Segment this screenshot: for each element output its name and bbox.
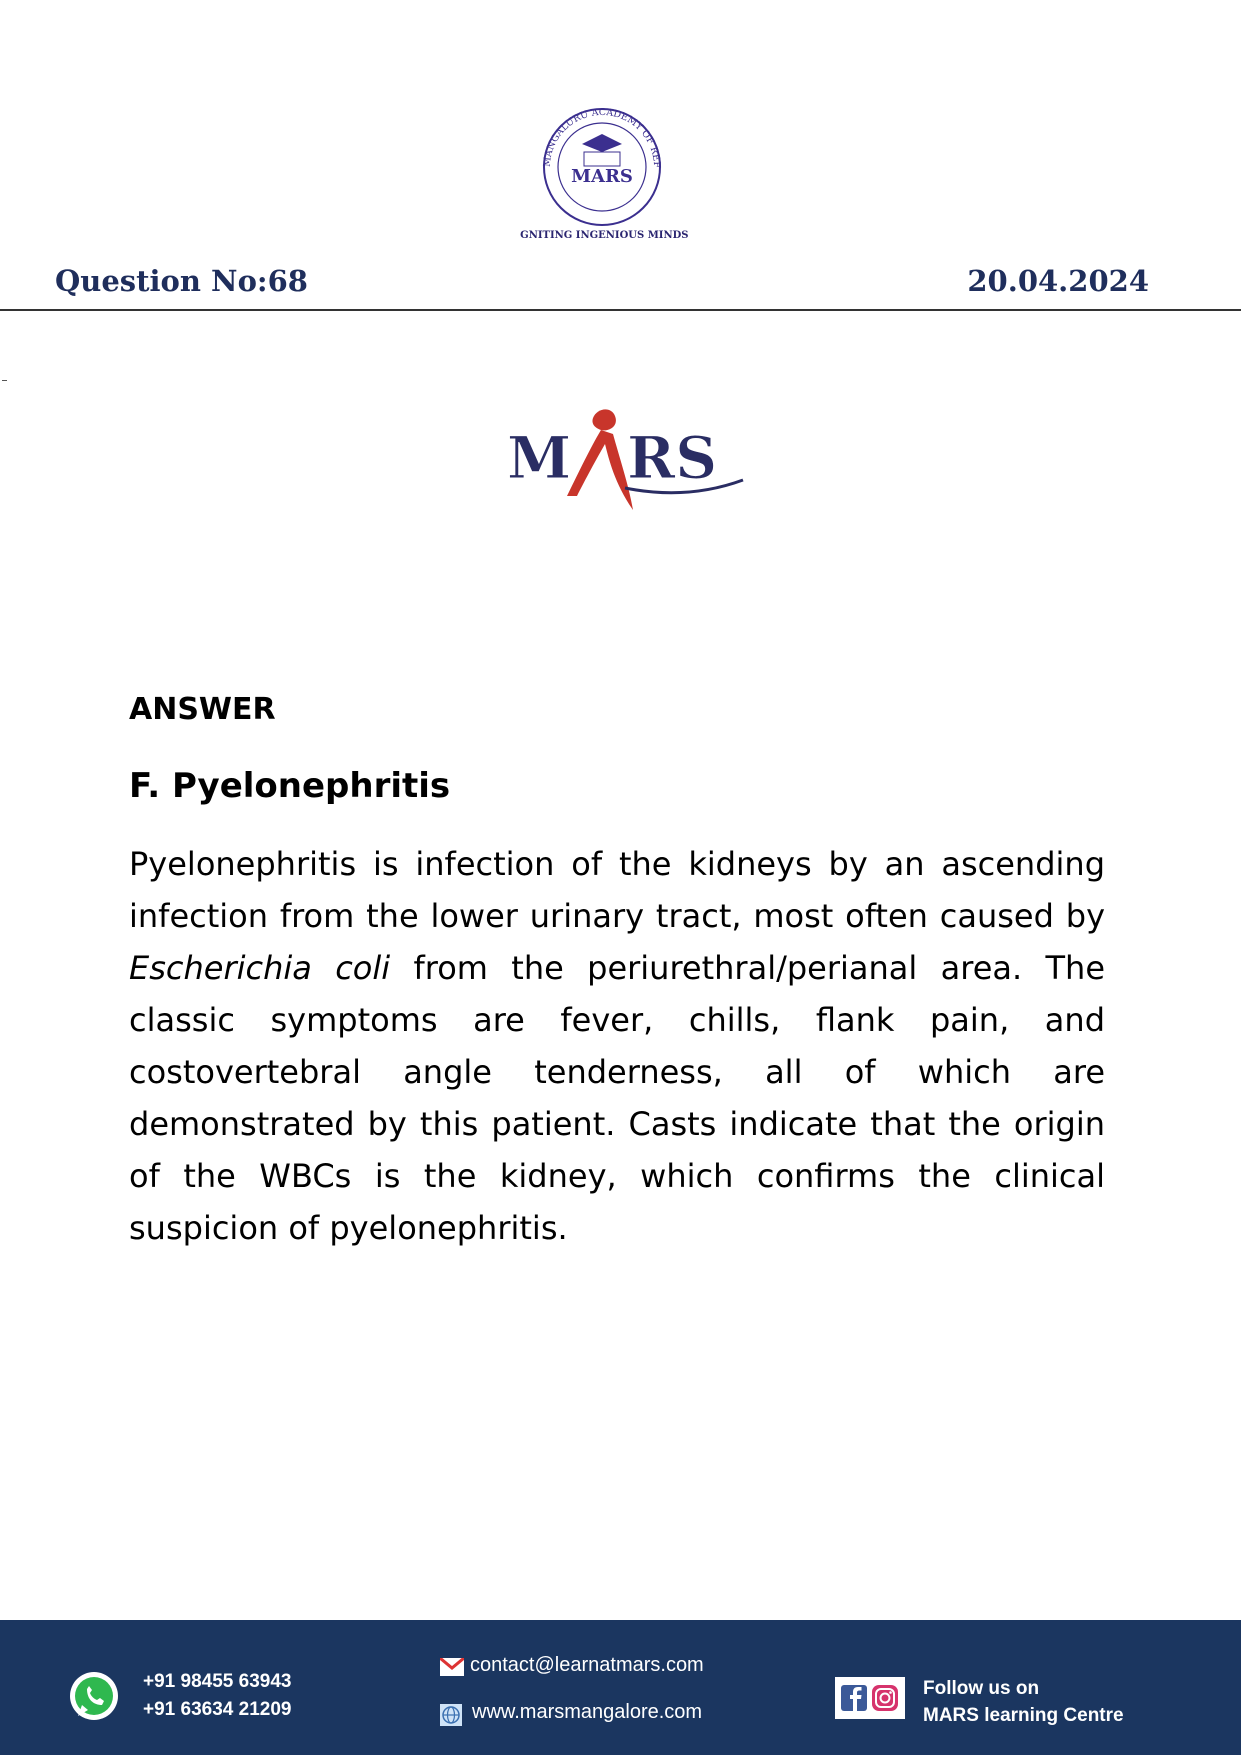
follow-line-1: Follow us on	[923, 1678, 1040, 1699]
header-divider	[0, 309, 1241, 311]
question-number: Question No:68	[55, 264, 308, 298]
mail-icon	[440, 1658, 464, 1676]
contact-footer	[0, 1620, 1241, 1755]
facebook-icon	[841, 1685, 867, 1711]
answer-text-italic: Escherichia coli	[129, 949, 391, 987]
answer-title: F. Pyelonephritis	[129, 766, 451, 806]
instagram-icon	[872, 1685, 898, 1711]
svg-text:RS: RS	[627, 424, 718, 492]
contact-email[interactable]: contact@learnatmars.com	[470, 1654, 704, 1676]
follow-line-2[interactable]: MARS learning Centre	[923, 1705, 1124, 1726]
social-icons	[835, 1677, 905, 1719]
globe-icon	[440, 1704, 462, 1726]
question-date: 20.04.2024	[967, 264, 1149, 298]
phone-number-2[interactable]: +91 63634 21209	[143, 1699, 292, 1720]
whatsapp-icon	[68, 1670, 120, 1722]
follow-us-text	[923, 1675, 1124, 1729]
svg-text:IGNITING INGENIOUS MINDS: IGNITING INGENIOUS MINDS	[520, 230, 689, 241]
phone-numbers	[143, 1668, 291, 1724]
answer-text-part1: Pyelonephritis is infection of the kidneys by an ascending infection from the lower urinary tract, most often caused by	[129, 845, 1105, 935]
header-row	[0, 262, 1241, 312]
phone-number-1[interactable]: +91 98455 63943	[143, 1671, 292, 1692]
svg-text:MANGALURU ACADEMY OF REFINED S: MANGALURU ACADEMY OF REF	[541, 106, 663, 169]
academy-seal-logo	[520, 92, 720, 242]
svg-text:MARS: MARS	[571, 166, 633, 187]
svg-text:M: M	[507, 424, 572, 492]
answer-explanation	[129, 838, 1105, 1254]
answer-label: ANSWER	[129, 692, 276, 727]
mars-brand-logo	[505, 400, 750, 515]
answer-text-part2: from the periurethral/perianal area. The classic symptoms are fever, chills, flank pain, and costovertebral angle tenderness, all of which are demonstrated by this patient. Casts indicate that the origin of the WBCs is the kidney, which confirms the clinical suspicion of pyelonephritis.	[129, 949, 1105, 1247]
website-link[interactable]: www.marsmangalore.com	[472, 1701, 703, 1723]
margin-mark	[2, 380, 7, 381]
